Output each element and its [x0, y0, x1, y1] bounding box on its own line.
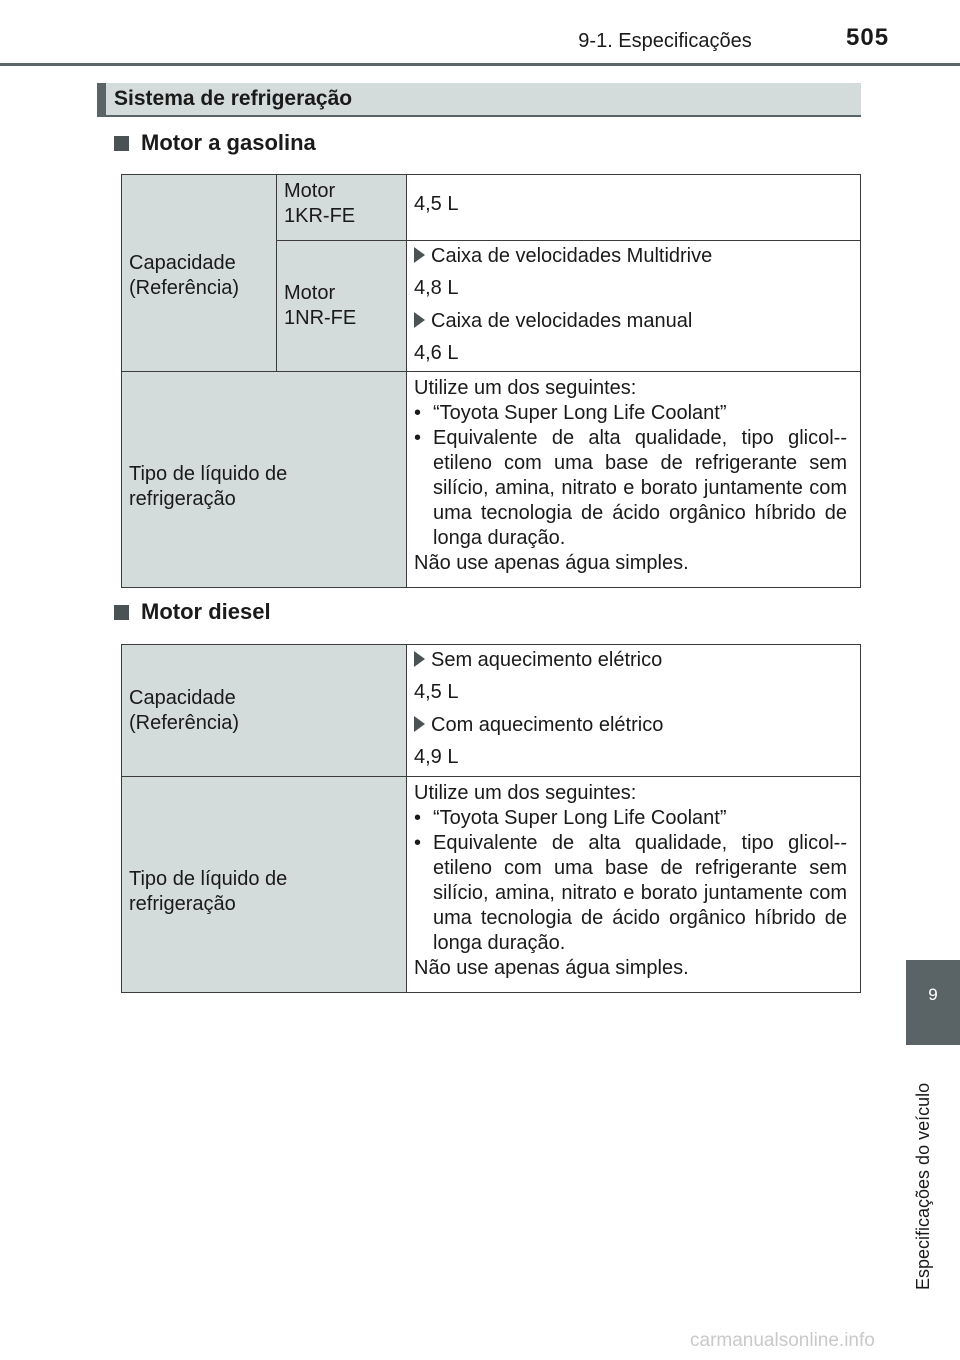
watermark: carmanualsonline.info: [690, 1330, 875, 1351]
option-label: Com aquecimento elétrico: [431, 714, 664, 736]
capacity-label: Capacidade (Referência): [129, 252, 240, 299]
engine-1nr-values-cell: [407, 241, 861, 372]
section-accent: [97, 83, 106, 115]
header-rule: [0, 63, 960, 66]
coolant-bullet-text: Equivalente de alta qualidade, tipo glicol--etileno com uma base de refrigerante sem silício, amina, nitrato e borato juntamente com uma tecnologia de ácido orgânico híbrido de longa duração.: [433, 427, 847, 549]
coolant-bullet: [414, 831, 847, 956]
section-title-bar: [97, 83, 861, 117]
option-value: 4,8 L: [414, 277, 459, 299]
coolant-details-cell: [407, 372, 861, 588]
coolant-intro: Utilize um dos seguintes:: [414, 782, 637, 804]
triangle-bullet-icon: [414, 247, 425, 263]
option-manual: [414, 309, 853, 334]
diesel-coolant-label-cell: [122, 777, 407, 993]
square-bullet-icon: [114, 136, 129, 151]
dot-bullet-icon: •: [414, 402, 422, 424]
option-value: 4,5 L: [414, 681, 459, 703]
table-row: [122, 175, 861, 241]
coolant-label: Tipo de líquido de refrigeração: [129, 867, 288, 915]
option-label: Caixa de velocidades manual: [431, 310, 693, 332]
coolant-label: Tipo de líquido de refrigeração: [129, 462, 288, 510]
engine-1kr-value-cell: [407, 175, 861, 241]
engine-1kr-cell: [277, 175, 407, 241]
option-label: Sem aquecimento elétrico: [431, 649, 663, 671]
chapter-heading: 9-1. Especificações: [578, 30, 752, 52]
coolant-bullet-text: Equivalente de alta qualidade, tipo glicol--etileno com uma base de refrigerante sem silício, amina, nitrato e borato juntamente com uma tecnologia de ácido orgânico híbrido de longa duração.: [433, 832, 847, 954]
coolant-bullet-text: “Toyota Super Long Life Coolant”: [433, 402, 727, 424]
chapter-thumb-number: 9: [928, 985, 938, 1004]
capacity-label: Capacidade (Referência): [129, 686, 240, 734]
diesel-coolant-details-cell: [407, 777, 861, 993]
table-row: [122, 777, 861, 993]
coolant-label-cell: [122, 372, 407, 588]
gasoline-heading: [114, 130, 316, 156]
diesel-spec-table: [121, 644, 861, 993]
page-number: 505: [846, 24, 890, 51]
coolant-note: Não use apenas água simples.: [414, 957, 689, 979]
option-label: Caixa de velocidades Multidrive: [431, 245, 713, 267]
gasoline-heading-text: Motor a gasolina: [141, 130, 316, 155]
chapter-side-label: Especificações do veículo: [913, 1082, 933, 1290]
coolant-bullet: [414, 401, 847, 426]
engine-1kr-value: 4,5 L: [414, 193, 459, 215]
triangle-bullet-icon: [414, 312, 425, 328]
triangle-bullet-icon: [414, 716, 425, 732]
dot-bullet-icon: •: [414, 427, 422, 449]
option-no-heating: [414, 648, 853, 673]
table-row: [122, 372, 861, 588]
section-title: Sistema de refrigeração: [114, 87, 353, 110]
dot-bullet-icon: •: [414, 807, 422, 829]
square-bullet-icon: [114, 605, 129, 620]
option-value: 4,9 L: [414, 746, 459, 768]
diesel-heading: [114, 599, 271, 625]
diesel-capacity-label-cell: [122, 645, 407, 777]
coolant-intro: Utilize um dos seguintes:: [414, 377, 637, 399]
capacity-label-cell: [122, 175, 277, 372]
engine-1kr-name: Motor 1KR-FE: [284, 180, 356, 227]
option-value: 4,6 L: [414, 342, 459, 364]
coolant-bullet: [414, 806, 847, 831]
engine-1nr-cell: [277, 241, 407, 372]
dot-bullet-icon: •: [414, 832, 422, 854]
coolant-bullet-text: “Toyota Super Long Life Coolant”: [433, 807, 727, 829]
diesel-capacity-values-cell: [407, 645, 861, 777]
triangle-bullet-icon: [414, 651, 425, 667]
coolant-bullet: [414, 426, 847, 551]
coolant-note: Não use apenas água simples.: [414, 552, 689, 574]
table-row: [122, 645, 861, 777]
option-multidrive: [414, 244, 853, 269]
option-with-heating: [414, 713, 853, 738]
engine-1nr-name: Motor 1NR-FE: [284, 282, 357, 329]
gasoline-spec-table: [121, 174, 861, 588]
diesel-heading-text: Motor diesel: [141, 599, 271, 624]
